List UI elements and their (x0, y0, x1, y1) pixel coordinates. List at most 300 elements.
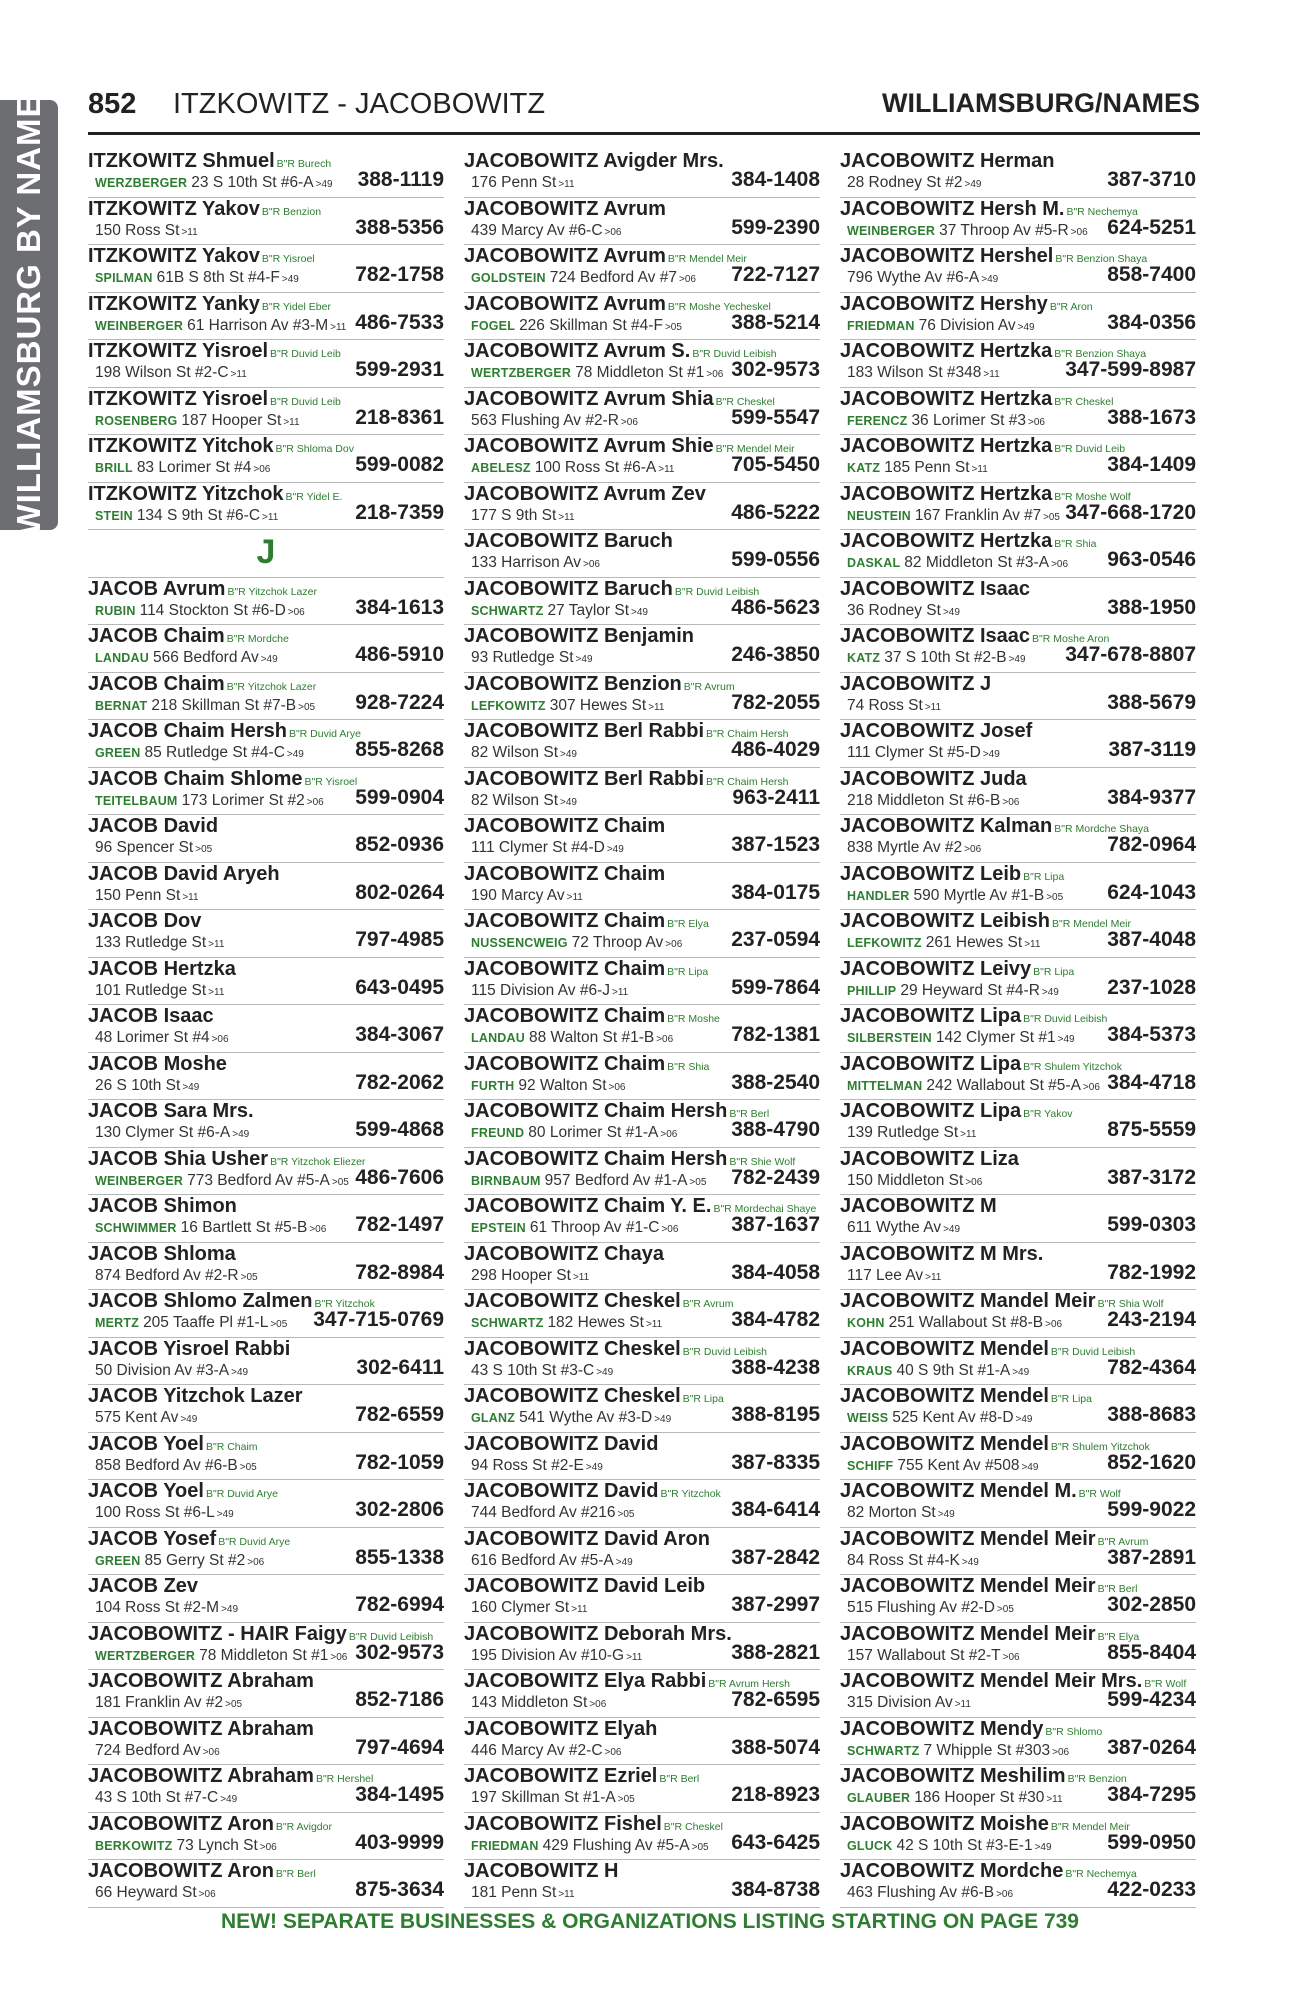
listing-family-name: SCHWARTZ (471, 603, 544, 618)
listing-family-name: SCHIFF (847, 1458, 894, 1473)
listing-name: JACOBOWITZ David Leib (464, 1575, 706, 1597)
listing-father-name: B"R Mendel Meir (667, 253, 747, 265)
listing-address-line (471, 1123, 677, 1145)
listing-entry (464, 768, 820, 816)
listing-father-name: B"R Duvid Leib (1054, 443, 1126, 455)
listing-zip-code: >06 (608, 1081, 626, 1093)
listing-phone: 782-1992 (1107, 1260, 1196, 1284)
listing-entry (464, 293, 820, 341)
listing-entry (88, 863, 444, 911)
listing-name: JACOBOWITZ - HAIR Faigy (88, 1622, 347, 1645)
listing-phone: 963-2411 (732, 785, 820, 809)
listing-address: 218 Middleton St #6-B (847, 791, 1001, 809)
listing-father-name: B"R Duvid Leibish (692, 348, 777, 360)
listing-zip-code: >06 (1028, 416, 1045, 428)
listing-address: 226 Skillman St #4-F (519, 316, 663, 334)
listing-zip-code: >06 (656, 1034, 674, 1045)
listing-address: 61 Harrison Av #3-M (187, 316, 329, 334)
listing-phone: 387-3172 (1107, 1165, 1196, 1189)
listing-address: 218 Skillman St #7-B (151, 696, 297, 714)
listing-address-line (95, 1123, 249, 1145)
listing-phone: 302-2806 (355, 1498, 444, 1521)
listing-address: 773 Bedford Av #5-A (187, 1171, 330, 1189)
listing-father-name: B"R Avrum (1097, 1535, 1149, 1548)
listing-entry (88, 1195, 444, 1243)
listing-father-name: B"R Mendel Meir (715, 443, 795, 455)
listing-phone: 855-8404 (1107, 1640, 1196, 1664)
listing-phone: 599-9022 (1107, 1498, 1196, 1521)
listing-address: 590 Myrtle Av #1-B (913, 886, 1045, 904)
listing-father-name: B"R Duvid Leibish (1050, 1345, 1136, 1358)
listing-entry (840, 1005, 1196, 1053)
listing-zip-code: >49 (1008, 654, 1026, 665)
listing-address-line (847, 933, 1040, 955)
listing-entry (840, 1100, 1196, 1148)
listing-phone: 782-1758 (355, 263, 444, 286)
listing-entry (840, 1243, 1196, 1291)
listing-entry (840, 1290, 1196, 1338)
listing-zip-code: >49 (1015, 1414, 1033, 1425)
listing-zip-code: >05 (239, 1461, 257, 1473)
listing-address-line (471, 1028, 673, 1050)
listing-phone: 599-2390 (731, 215, 820, 239)
listing-address-line (847, 1313, 1062, 1335)
listing-name: JACOBOWITZ Avrum (464, 245, 666, 267)
listing-address-line (95, 696, 315, 718)
listing-address: 185 Penn St (884, 459, 970, 476)
listing-entry (464, 1148, 820, 1196)
listing-entry (464, 1290, 820, 1338)
listing-address: 261 Hewes St (925, 934, 1023, 951)
listing-zip-code: >05 (225, 1699, 243, 1710)
listing-father-name: B"R Burech (276, 158, 332, 170)
listing-phone: 218-7359 (355, 500, 444, 524)
listing-address-line (847, 316, 1035, 338)
listing-column-3 (840, 150, 1196, 1908)
listing-entry (88, 483, 444, 531)
listing-name: JACOBOWITZ Leivy (840, 957, 1032, 980)
listing-entry (88, 340, 444, 388)
listing-father-name: B"R Lipa (1023, 870, 1065, 883)
listing-entry (464, 815, 820, 863)
listing-address-line (471, 1788, 635, 1810)
listing-name: JACOBOWITZ Aron (88, 1812, 274, 1835)
listing-zip-code: >49 (942, 606, 960, 618)
listing-address: 114 Stockton St #6-D (139, 601, 286, 619)
listing-zip-code: >06 (583, 559, 600, 570)
listing-entry (464, 1480, 820, 1528)
listing-address-line (847, 1456, 1038, 1478)
listing-phone: 782-0964 (1107, 833, 1196, 856)
listing-father-name: B"R Duvid Arye (218, 1535, 291, 1548)
listing-address: 183 Wilson St #348 (847, 364, 982, 381)
listing-zip-code: >06 (1082, 1081, 1100, 1093)
listing-address-line (847, 1836, 1052, 1858)
listing-father-name: B"R Yakov (1023, 1108, 1073, 1120)
listing-father-name: B"R Wolf (1078, 1488, 1121, 1500)
listing-zip-code: >11 (571, 1604, 588, 1615)
listing-zip-code: >11 (960, 1129, 977, 1140)
listing-entry (464, 1718, 820, 1766)
listing-phone: 388-8195 (731, 1403, 820, 1426)
listing-father-name: B"R Nechemya (1066, 205, 1138, 218)
listing-name: JACOB Chaim (88, 625, 225, 647)
listing-address-line (95, 743, 304, 765)
listing-address-line (847, 1123, 976, 1145)
listing-phone: 875-5559 (1107, 1118, 1196, 1141)
listing-zip-code: >49 (182, 1081, 200, 1093)
listing-name-line (840, 1243, 1043, 1267)
listing-name: JACOBOWITZ Chaya (464, 1242, 665, 1265)
listing-address: 957 Bedford Av #1-A (544, 1171, 688, 1189)
listing-address: 93 Rutledge St (471, 649, 574, 666)
listing-zip-code: >05 (1046, 891, 1064, 903)
listing-phone: 384-1613 (355, 595, 444, 619)
listing-address: 7 Whipple St #303 (923, 1741, 1051, 1759)
listing-father-name: B"R Berl (1097, 1583, 1138, 1595)
listing-zip-code: >06 (1045, 1319, 1063, 1330)
listing-entry (464, 1765, 820, 1813)
listing-phone: 388-2540 (731, 1070, 820, 1094)
listing-name: JACOBOWITZ David Aron (464, 1527, 710, 1550)
listing-address-line (471, 1883, 575, 1905)
listing-name: JACOBOWITZ Mandel Meir (840, 1290, 1096, 1312)
listing-address: 724 Bedford Av #7 (549, 269, 677, 286)
listing-entry (840, 1433, 1196, 1481)
listing-phone: 387-2891 (1107, 1545, 1196, 1569)
listing-address: 150 Ross St (95, 221, 180, 239)
listing-address-line (471, 1408, 671, 1430)
listing-father-name: B"R Duvid Arye (288, 728, 361, 740)
listing-name: JACOBOWITZ Hershel (840, 245, 1054, 267)
listing-address: 82 Wilson St (471, 791, 559, 809)
listing-name: JACOBOWITZ Isaac (840, 625, 1031, 647)
listing-zip-code: >49 (1041, 986, 1059, 998)
listing-zip-code: >06 (198, 1889, 216, 1900)
listing-zip-code: >11 (954, 1699, 971, 1710)
listing-address: 298 Hooper St (471, 1266, 571, 1284)
listing-name-line (88, 1670, 314, 1694)
listing-address: 61 Throop Av #1-C (529, 1219, 660, 1236)
listing-address: 173 Lorimer St #2 (181, 791, 305, 809)
listing-name: JACOB Isaac (88, 1005, 214, 1027)
listing-entry (464, 1243, 820, 1291)
listing-address-line (471, 743, 577, 765)
listing-zip-code: >49 (231, 1366, 249, 1378)
listing-zip-code: >06 (259, 1841, 277, 1853)
listing-address: 78 Middleton St #1 (575, 364, 705, 381)
listing-zip-code: >49 (982, 749, 1000, 760)
listing-zip-code: >49 (560, 749, 577, 760)
listing-address-line (471, 1836, 709, 1858)
listing-address-line (471, 363, 723, 385)
listing-address: 150 Middleton St (847, 1171, 964, 1189)
listing-father-name: B"R Mordechai Shaye (713, 1203, 817, 1215)
listing-address: 27 Taylor St (547, 601, 630, 619)
listing-zip-code: >49 (220, 1794, 238, 1805)
listing-family-name: BERKOWITZ (95, 1838, 173, 1853)
listing-entry (840, 245, 1196, 293)
listing-phone: 624-1043 (1107, 880, 1196, 904)
listing-address-line (847, 1741, 1069, 1763)
listing-phone: 486-5623 (731, 595, 820, 619)
listing-father-name: B"R Duvid Arye (205, 1488, 278, 1500)
listing-address: 101 Rutledge St (95, 981, 207, 999)
listing-address: 133 Rutledge St (95, 934, 207, 951)
listing-address: 88 Walton St #1-B (528, 1029, 655, 1046)
listing-father-name: B"R Hershel (315, 1773, 374, 1785)
listing-phone: 388-5356 (355, 215, 444, 239)
listing-address-line (847, 601, 960, 623)
listing-zip-code: >49 (1057, 1034, 1075, 1045)
listing-entry (464, 1338, 820, 1386)
listing-zip-code: >06 (287, 606, 305, 618)
listing-family-name: FERENCZ (847, 413, 908, 428)
listing-entry (88, 1290, 444, 1338)
listing-family-name: GLANZ (471, 1411, 516, 1425)
listing-name-line (840, 150, 1054, 174)
listing-zip-code: >11 (262, 511, 279, 523)
listing-phone: 782-1381 (731, 1023, 820, 1046)
listing-entry (464, 1385, 820, 1433)
listing-family-name: WEISS (847, 1411, 889, 1425)
listing-address-line (95, 458, 270, 480)
listing-family-name: KATZ (847, 651, 881, 665)
listing-address-line (471, 1218, 678, 1240)
listing-entry (464, 863, 820, 911)
listing-phone: 384-7295 (1107, 1783, 1196, 1806)
listing-name: JACOBOWITZ Hertzka (840, 387, 1053, 410)
listing-name: JACOBOWITZ Lipa (840, 1100, 1022, 1122)
listing-family-name: KRAUS (847, 1363, 893, 1378)
listing-name: JACOB Yisroel Rabbi (88, 1337, 291, 1360)
listing-name-line (88, 1195, 237, 1219)
listing-phone: 782-6994 (355, 1593, 444, 1616)
listing-family-name: FRIEDMAN (471, 1838, 539, 1853)
listing-name: JACOBOWITZ Meshilim (840, 1765, 1066, 1787)
listing-address-line (95, 268, 299, 290)
listing-address: 874 Bedford Av #2-R (95, 1266, 239, 1284)
listing-address-line (471, 886, 583, 908)
listing-address: 198 Wilson St #2-C (95, 364, 229, 381)
listing-family-name: ABELESZ (471, 461, 531, 475)
listing-address-line (847, 1408, 1032, 1430)
listing-phone: 722-7127 (731, 263, 820, 286)
listing-address: 541 Wythe Av #3-D (519, 1409, 653, 1426)
listing-entry (840, 198, 1196, 246)
listing-address-line (471, 173, 575, 195)
listing-phone: 347-668-1720 (1065, 500, 1196, 524)
listing-name: JACOB David Aryeh (88, 862, 280, 885)
listing-phone: 782-8984 (355, 1260, 444, 1284)
letter-divider: J (88, 530, 444, 578)
listing-address: 43 S 10th St #3-C (471, 1361, 595, 1379)
listing-name: JACOBOWITZ Berl Rabbi (464, 767, 705, 790)
listing-zip-code: >06 (1002, 796, 1020, 808)
listing-name: JACOB Avrum (88, 577, 226, 600)
listing-address-line (847, 886, 1063, 908)
listing-zip-code: >06 (620, 416, 638, 428)
listing-phone: 797-4985 (355, 928, 444, 951)
listing-address-line (95, 1551, 264, 1573)
listing-name: JACOB Sara Mrs. (88, 1100, 254, 1122)
listing-address: 36 Rodney St (847, 601, 941, 619)
listing-zip-code: >49 (964, 179, 982, 190)
listing-family-name: LEFKOWITZ (471, 698, 546, 713)
listing-zip-code: >06 (253, 464, 271, 475)
listing-entry (464, 150, 820, 198)
listing-zip-code: >06 (996, 1889, 1014, 1900)
listing-address: 177 S 9th St (471, 506, 557, 524)
listing-zip-code: >06 (678, 274, 696, 285)
listing-address: 744 Bedford Av #216 (471, 1504, 616, 1521)
listing-address-line (95, 1598, 238, 1620)
listing-address: 94 Ross St #2-E (471, 1456, 584, 1474)
listing-name: JACOBOWITZ M Mrs. (840, 1242, 1044, 1265)
listing-name: JACOBOWITZ Liza (840, 1147, 1019, 1170)
listing-family-name: KOHN (847, 1316, 885, 1330)
listing-entry (840, 530, 1196, 578)
listing-name: JACOBOWITZ Chaim (464, 862, 666, 885)
listing-phone: 599-5547 (731, 405, 820, 429)
listing-family-name: SCHWARTZ (471, 1316, 544, 1330)
listing-name: JACOBOWITZ Lipa (840, 1052, 1022, 1075)
listing-father-name: B"R Elya (1097, 1630, 1140, 1643)
listing-zip-code: >06 (309, 1224, 327, 1235)
listing-family-name: SPILMAN (95, 271, 153, 285)
listing-address: 74 Ross St (847, 696, 923, 714)
listing-phone: 388-8683 (1107, 1403, 1196, 1426)
listing-zip-code: >06 (1002, 1651, 1020, 1663)
listing-address: 78 Middleton St #1 (199, 1646, 329, 1664)
listing-name: JACOB Yosef (88, 1527, 217, 1550)
listing-entry (464, 1005, 820, 1053)
listing-address-line (847, 363, 1000, 385)
listing-zip-code: >49 (216, 1509, 234, 1520)
listing-name: JACOBOWITZ Mordche (840, 1860, 1064, 1882)
listing-phone: 852-0936 (355, 833, 444, 856)
listing-name: JACOBOWITZ Avrum Shie (464, 435, 714, 457)
listing-name: JACOBOWITZ Hertzka (840, 340, 1053, 362)
listing-address-line (847, 1028, 1075, 1050)
listing-father-name: B"R Moshe Yecheskel (667, 300, 771, 313)
listing-entry (88, 1765, 444, 1813)
listing-phone: 388-1119 (357, 168, 444, 191)
listing-entry (464, 340, 820, 388)
listing-phone: 705-5450 (731, 453, 820, 476)
side-tab-label: WILLIAMSBURG BY NAME (10, 94, 47, 536)
listing-zip-code: >49 (221, 1604, 239, 1615)
listing-father-name: B"R Mordche (226, 633, 289, 645)
listing-phone: 782-6559 (355, 1403, 444, 1426)
listing-address-line (95, 173, 333, 195)
listing-zip-code: >11 (572, 1271, 590, 1283)
listing-address: 242 Wallabout St #5-A (926, 1076, 1081, 1094)
listing-address-line (847, 696, 941, 718)
listing-address-line (95, 1218, 326, 1240)
listing-address-line (95, 1408, 197, 1430)
listing-name: JACOB Yitzchok Lazer (88, 1385, 303, 1407)
listing-family-name: TEITELBAUM (95, 793, 178, 808)
listing-name: JACOBOWITZ David (464, 1480, 659, 1502)
listing-phone: 928-7224 (355, 690, 444, 714)
listing-entry (840, 1195, 1196, 1243)
listing-name: JACOB Shlomo Zalmen (88, 1290, 313, 1312)
listing-entry (464, 245, 820, 293)
listing-father-name: B"R Cheskel (1054, 395, 1114, 408)
listing-address: 28 Rodney St #2 (847, 174, 963, 191)
listing-address-line (471, 1741, 622, 1763)
listing-column-2 (464, 150, 820, 1908)
listing-name-line (88, 1575, 198, 1599)
listing-phone: 855-8268 (355, 738, 444, 761)
listing-address: 82 Morton St (847, 1504, 936, 1521)
listing-address-line (847, 981, 1059, 1003)
listing-address-line (471, 316, 682, 338)
listing-entry (840, 815, 1196, 863)
listing-address: 251 Wallabout St #8-B (888, 1314, 1044, 1331)
listing-column-1 (88, 150, 444, 1908)
listing-zip-code: >06 (706, 369, 724, 380)
listing-zip-code: >49 (281, 274, 299, 285)
listing-address-line (95, 1883, 216, 1905)
listing-phone: 302-6411 (356, 1355, 444, 1379)
listing-phone: 384-9377 (1107, 785, 1196, 809)
listing-father-name: B"R Shulem Yitzchok (1050, 1440, 1150, 1453)
listing-entry (464, 720, 820, 768)
listing-entry (464, 673, 820, 721)
listing-name: JACOBOWITZ Mendel (840, 1432, 1049, 1455)
listing-father-name: B"R Duvid Leib (270, 395, 341, 408)
listing-family-name: BIRNBAUM (471, 1173, 541, 1188)
listing-address-line (847, 268, 998, 290)
listing-entry (464, 435, 820, 483)
listing-address-line (471, 1076, 626, 1098)
listing-phone: 802-0264 (355, 880, 444, 904)
listing-name: JACOBOWITZ Deborah Mrs. (464, 1622, 732, 1645)
listing-zip-code: >11 (1046, 1794, 1063, 1805)
listing-address-line (471, 1503, 634, 1525)
listing-name-line (464, 1860, 618, 1884)
listing-phone: 384-1409 (1107, 453, 1196, 476)
listing-address: 724 Bedford Av (95, 1741, 201, 1759)
listing-address: 182 Hewes St (547, 1314, 644, 1331)
listing-zip-code: >05 (195, 844, 213, 855)
listing-family-name: LANDAU (471, 1031, 525, 1045)
listing-entry (840, 1623, 1196, 1671)
listing-address-line (95, 981, 224, 1003)
listing-address: 181 Franklin Av #2 (95, 1694, 224, 1711)
listing-father-name: B"R Yitzchok Lazer (226, 680, 317, 693)
listing-name: JACOBOWITZ Lipa (840, 1005, 1022, 1027)
listing-name: JACOBOWITZ Mendy (840, 1717, 1044, 1740)
listing-name-line (840, 1148, 1019, 1172)
listing-name: JACOBOWITZ J (840, 672, 992, 695)
listing-address: 176 Penn St (471, 174, 557, 191)
listing-name: JACOBOWITZ Avrum Zev (464, 482, 706, 505)
listing-name: JACOBOWITZ Cheskel (464, 1337, 681, 1360)
listing-entry (88, 1243, 444, 1291)
listing-phone: 963-0546 (1107, 548, 1196, 571)
listing-name-line (88, 1385, 303, 1409)
listing-address-line (471, 1266, 589, 1288)
listing-father-name: B"R Cheskel (663, 1820, 723, 1833)
listing-entry (840, 340, 1196, 388)
listing-phone: 388-5214 (731, 310, 820, 334)
listing-phone: 599-0904 (355, 785, 444, 809)
listing-family-name: SCHWARTZ (847, 1743, 920, 1758)
listing-father-name: B"R Benzion (261, 205, 322, 218)
